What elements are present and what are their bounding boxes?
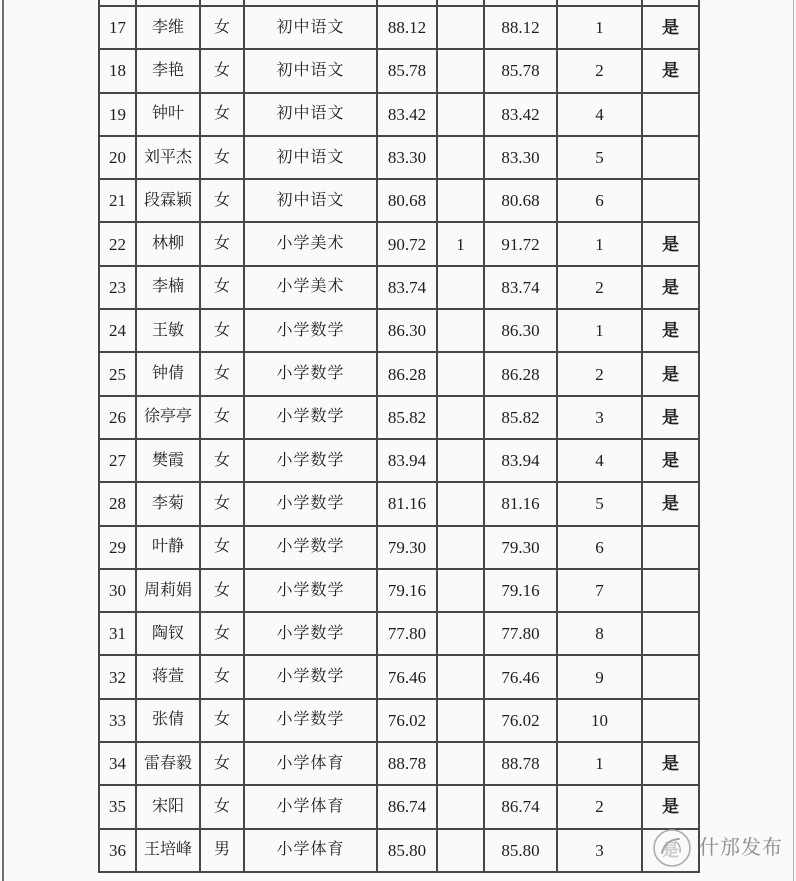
cell-rank: 5 [557, 482, 642, 525]
cell-subject: 小学数学 [244, 655, 377, 698]
cell-total: 83.74 [484, 266, 557, 309]
cell-rank: 10 [557, 699, 642, 742]
score-table [98, 0, 700, 873]
cell-rank: 7 [557, 569, 642, 612]
cell-qualified: 是 [642, 439, 699, 482]
cell-no: 17 [99, 6, 136, 49]
cell-rank: 2 [557, 49, 642, 92]
cell-qualified [642, 569, 699, 612]
cell-rank: 2 [557, 785, 642, 828]
cell-qualified: 是 [642, 222, 699, 265]
cell-total: 76.46 [484, 655, 557, 698]
table-row [99, 179, 699, 222]
cell-rank: 4 [557, 439, 642, 482]
table-row [99, 785, 699, 828]
cell-subject: 小学数学 [244, 699, 377, 742]
cell-bonus [437, 655, 484, 698]
cell-subject: 小学体育 [244, 742, 377, 785]
cell-gender: 女 [200, 482, 244, 525]
table-row [99, 136, 699, 179]
cell-subject: 小学美术 [244, 222, 377, 265]
table-row [99, 655, 699, 698]
cell-bonus [437, 93, 484, 136]
cell-bonus: 1 [437, 222, 484, 265]
cell-rank: 4 [557, 93, 642, 136]
cell-rank: 6 [557, 179, 642, 222]
cell-total: 83.30 [484, 136, 557, 179]
cell-no: 27 [99, 439, 136, 482]
cell-score: 80.68 [377, 179, 437, 222]
cell-gender: 女 [200, 612, 244, 655]
cell-score: 85.78 [377, 49, 437, 92]
cell-no: 21 [99, 179, 136, 222]
cell-no: 22 [99, 222, 136, 265]
cell-total: 86.30 [484, 309, 557, 352]
cell-qualified: 是 [642, 396, 699, 439]
table-row [99, 396, 699, 439]
cell-no: 32 [99, 655, 136, 698]
cell-name: 樊霞 [136, 439, 200, 482]
cell-subject: 小学数学 [244, 352, 377, 395]
cell-name: 张倩 [136, 699, 200, 742]
cell-gender: 女 [200, 352, 244, 395]
cell-rank: 3 [557, 829, 642, 872]
cell-no: 19 [99, 93, 136, 136]
cell-gender: 女 [200, 699, 244, 742]
cell-total: 83.42 [484, 93, 557, 136]
cell-no: 34 [99, 742, 136, 785]
table-row [99, 266, 699, 309]
cell-score: 90.72 [377, 222, 437, 265]
cell-bonus [437, 396, 484, 439]
cell-total: 77.80 [484, 612, 557, 655]
watermark [652, 828, 783, 868]
cell-score: 79.16 [377, 569, 437, 612]
cell-gender: 女 [200, 136, 244, 179]
cell-score: 85.82 [377, 396, 437, 439]
cell-no: 26 [99, 396, 136, 439]
cell-name: 钟倩 [136, 352, 200, 395]
table-row [99, 829, 699, 872]
cell-no: 35 [99, 785, 136, 828]
cell-name: 李艳 [136, 49, 200, 92]
table-row [99, 49, 699, 92]
cell-total: 83.94 [484, 439, 557, 482]
cell-qualified: 是 [642, 49, 699, 92]
cell-no: 36 [99, 829, 136, 872]
cell-total: 81.16 [484, 482, 557, 525]
cell-score: 88.78 [377, 742, 437, 785]
cell-score: 85.80 [377, 829, 437, 872]
cell-name: 周莉娟 [136, 569, 200, 612]
cell-bonus [437, 742, 484, 785]
cell-subject: 小学数学 [244, 309, 377, 352]
cell-score: 86.28 [377, 352, 437, 395]
cell-subject: 初中语文 [244, 136, 377, 179]
cell-qualified: 是 [642, 785, 699, 828]
cell-total: 86.74 [484, 785, 557, 828]
table-row [99, 526, 699, 569]
shifang-logo-icon [652, 828, 692, 868]
cell-no: 24 [99, 309, 136, 352]
cell-no: 28 [99, 482, 136, 525]
table-row [99, 439, 699, 482]
cell-qualified: 是 [642, 482, 699, 525]
cell-score: 77.80 [377, 612, 437, 655]
cell-rank: 1 [557, 6, 642, 49]
cell-gender: 女 [200, 93, 244, 136]
cell-total: 85.80 [484, 829, 557, 872]
cell-gender: 女 [200, 6, 244, 49]
cell-name: 李菊 [136, 482, 200, 525]
cell-bonus [437, 309, 484, 352]
cell-total: 76.02 [484, 699, 557, 742]
cell-qualified: 是 [642, 309, 699, 352]
table-row [99, 569, 699, 612]
cell-gender: 女 [200, 526, 244, 569]
cell-name: 雷春毅 [136, 742, 200, 785]
cell-name: 钟叶 [136, 93, 200, 136]
cell-subject: 小学美术 [244, 266, 377, 309]
cell-bonus [437, 829, 484, 872]
cell-qualified [642, 699, 699, 742]
cell-gender: 女 [200, 309, 244, 352]
cell-bonus [437, 612, 484, 655]
cell-score: 88.12 [377, 6, 437, 49]
cell-subject: 初中语文 [244, 49, 377, 92]
cell-rank: 2 [557, 352, 642, 395]
cell-bonus [437, 352, 484, 395]
cell-gender: 女 [200, 569, 244, 612]
cell-name: 李楠 [136, 266, 200, 309]
cell-qualified: 是 [642, 266, 699, 309]
cell-name: 叶静 [136, 526, 200, 569]
cell-subject: 小学数学 [244, 482, 377, 525]
cell-subject: 初中语文 [244, 6, 377, 49]
cell-score: 86.30 [377, 309, 437, 352]
cell-total: 79.30 [484, 526, 557, 569]
cell-bonus [437, 526, 484, 569]
cell-name: 宋阳 [136, 785, 200, 828]
cell-subject: 小学体育 [244, 829, 377, 872]
cell-bonus [437, 136, 484, 179]
cell-subject: 小学数学 [244, 612, 377, 655]
table-row [99, 6, 699, 49]
cell-score: 83.42 [377, 93, 437, 136]
cell-bonus [437, 699, 484, 742]
cell-name: 蒋萱 [136, 655, 200, 698]
table-row [99, 309, 699, 352]
table-row [99, 93, 699, 136]
cell-subject: 小学数学 [244, 526, 377, 569]
cell-no: 23 [99, 266, 136, 309]
cell-gender: 女 [200, 742, 244, 785]
cell-name: 王培峰 [136, 829, 200, 872]
cell-total: 88.12 [484, 6, 557, 49]
cell-gender: 男 [200, 829, 244, 872]
cell-no: 18 [99, 49, 136, 92]
cell-no: 31 [99, 612, 136, 655]
cell-name: 王敏 [136, 309, 200, 352]
cell-qualified [642, 136, 699, 179]
cell-total: 88.78 [484, 742, 557, 785]
page-edge-line-left [2, 0, 4, 881]
cell-name: 陶钗 [136, 612, 200, 655]
cell-subject: 小学数学 [244, 569, 377, 612]
cell-no: 25 [99, 352, 136, 395]
cell-qualified: 是 [642, 352, 699, 395]
cell-subject: 小学数学 [244, 439, 377, 482]
cell-score: 76.46 [377, 655, 437, 698]
table-row [99, 742, 699, 785]
cell-name: 刘平杰 [136, 136, 200, 179]
cell-qualified: 是 [642, 742, 699, 785]
watermark-label: 什邡发布 [699, 837, 783, 859]
cell-qualified: 是 [642, 6, 699, 49]
cell-gender: 女 [200, 222, 244, 265]
cell-qualified [642, 612, 699, 655]
cell-bonus [437, 439, 484, 482]
cell-rank: 6 [557, 526, 642, 569]
cell-gender: 女 [200, 179, 244, 222]
cell-name: 徐亭亭 [136, 396, 200, 439]
cell-name: 林柳 [136, 222, 200, 265]
cell-qualified [642, 526, 699, 569]
cell-score: 83.30 [377, 136, 437, 179]
cell-rank: 5 [557, 136, 642, 179]
cell-score: 83.74 [377, 266, 437, 309]
cell-bonus [437, 179, 484, 222]
cell-bonus [437, 6, 484, 49]
cell-no: 29 [99, 526, 136, 569]
cell-rank: 9 [557, 655, 642, 698]
cell-name: 李维 [136, 6, 200, 49]
cell-rank: 1 [557, 309, 642, 352]
cell-total: 86.28 [484, 352, 557, 395]
cell-total: 85.82 [484, 396, 557, 439]
cell-subject: 初中语文 [244, 93, 377, 136]
cell-score: 86.74 [377, 785, 437, 828]
cell-rank: 2 [557, 266, 642, 309]
cell-total: 91.72 [484, 222, 557, 265]
cell-gender: 女 [200, 785, 244, 828]
cell-bonus [437, 49, 484, 92]
cell-rank: 3 [557, 396, 642, 439]
cell-total: 85.78 [484, 49, 557, 92]
cell-score: 76.02 [377, 699, 437, 742]
cell-bonus [437, 482, 484, 525]
cell-gender: 女 [200, 439, 244, 482]
cell-score: 81.16 [377, 482, 437, 525]
cell-score: 79.30 [377, 526, 437, 569]
table-row [99, 482, 699, 525]
cell-rank: 1 [557, 222, 642, 265]
table-row [99, 612, 699, 655]
table-row [99, 222, 699, 265]
cell-no: 20 [99, 136, 136, 179]
cell-no: 33 [99, 699, 136, 742]
cell-name: 段霖颖 [136, 179, 200, 222]
table-row [99, 352, 699, 395]
cell-subject: 初中语文 [244, 179, 377, 222]
cell-rank: 1 [557, 742, 642, 785]
cell-bonus [437, 569, 484, 612]
cell-rank: 8 [557, 612, 642, 655]
cell-qualified [642, 179, 699, 222]
cell-bonus [437, 266, 484, 309]
cell-no: 30 [99, 569, 136, 612]
cell-score: 83.94 [377, 439, 437, 482]
cell-total: 80.68 [484, 179, 557, 222]
cell-gender: 女 [200, 49, 244, 92]
cell-gender: 女 [200, 396, 244, 439]
cell-gender: 女 [200, 266, 244, 309]
cell-subject: 小学体育 [244, 785, 377, 828]
cell-subject: 小学数学 [244, 396, 377, 439]
cell-gender: 女 [200, 655, 244, 698]
cell-qualified [642, 93, 699, 136]
cell-total: 79.16 [484, 569, 557, 612]
cell-qualified [642, 655, 699, 698]
table-row [99, 699, 699, 742]
page-edge-line-right [793, 0, 794, 881]
cell-bonus [437, 785, 484, 828]
